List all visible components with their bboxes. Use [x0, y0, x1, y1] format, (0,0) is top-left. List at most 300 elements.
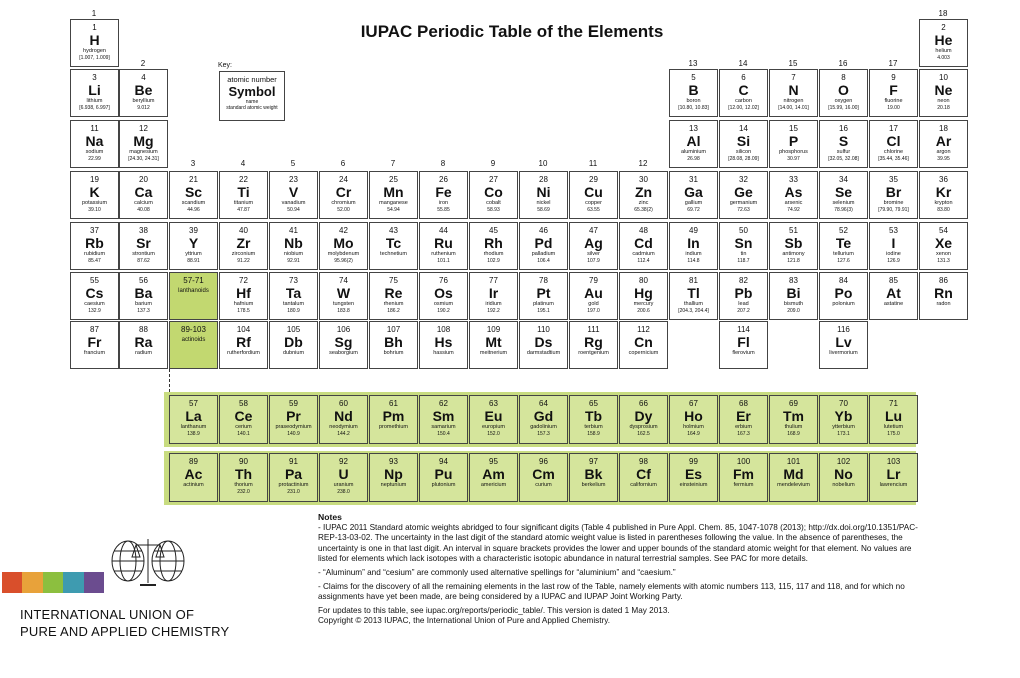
element-name: gallium: [684, 200, 703, 206]
element-name: manganese: [379, 200, 408, 206]
element-number: 12: [139, 124, 148, 133]
element-name: thallium: [684, 301, 703, 307]
element-number: 27: [489, 175, 498, 184]
element-name: magnesium: [129, 149, 158, 155]
element-symbol: Ta: [285, 285, 302, 301]
element-weight: 102.9: [487, 258, 500, 264]
element-number: 25: [389, 175, 398, 184]
element-weight: 101.1: [437, 258, 450, 264]
element-number: 44: [439, 226, 448, 235]
placeholder-number: 57-71: [183, 276, 204, 285]
element-cell-lanthanoid: [519, 395, 568, 444]
element-name: praseodymium: [275, 424, 312, 430]
logo-color-bar: [63, 572, 83, 593]
element-weight: 158.9: [587, 431, 600, 437]
element-number: 50: [739, 226, 748, 235]
element-weight: 140.1: [237, 431, 250, 437]
element-number: 22: [239, 175, 248, 184]
element-name: tellurium: [833, 251, 854, 257]
element-name: nitrogen: [783, 98, 804, 104]
element-weight: 30.97: [787, 156, 800, 162]
element-number: 20: [139, 175, 148, 184]
element-weight: 200.6: [637, 308, 650, 314]
element-number: 103: [886, 457, 901, 466]
element-weight: 4.003: [937, 55, 950, 61]
element-name: iron: [438, 200, 449, 206]
element-number: 87: [90, 325, 99, 334]
element-number: 79: [589, 276, 598, 285]
element-number: 68: [739, 399, 748, 408]
element-symbol: Tb: [584, 408, 603, 424]
element-weight: 87.62: [137, 258, 150, 264]
element-symbol: Zr: [236, 235, 251, 251]
element-cell: [469, 321, 518, 369]
element-weight: [79.90, 79.91]: [878, 207, 909, 213]
element-number: 101: [786, 457, 801, 466]
element-number: 51: [789, 226, 798, 235]
element-symbol: Pb: [734, 285, 753, 301]
element-symbol: Mt: [485, 334, 502, 350]
element-cell: [719, 171, 768, 219]
element-cell-actinoid: [819, 453, 868, 502]
element-name: rubidium: [83, 251, 106, 257]
element-cell-actinoid: [369, 453, 418, 502]
element-cell: [269, 321, 318, 369]
element-weight: 126.9: [887, 258, 900, 264]
element-weight: 39.95: [937, 156, 950, 162]
element-cell: [319, 171, 368, 219]
element-symbol: H: [89, 32, 100, 48]
element-weight: 107.9: [587, 258, 600, 264]
element-symbol: Hf: [236, 285, 251, 301]
element-cell: [569, 222, 618, 270]
element-cell: [519, 321, 568, 369]
group-number: 10: [538, 159, 548, 168]
element-symbol: Rf: [236, 334, 251, 350]
element-cell: [369, 272, 418, 320]
note-discovery-claims: - Claims for the discovery of all the remaining elements in the last row of the Table, namely elements with atomic numbers 113, 115, 117 and 118, and for which no assignments have yet been made, are being considered by a IUPAC and IUPAP Joint Working Party.: [318, 581, 905, 602]
element-name: niobium: [283, 251, 304, 257]
element-symbol: Ar: [935, 133, 952, 149]
org-line-1: INTERNATIONAL UNION OF: [20, 607, 195, 622]
lanthanoids-placeholder: [169, 272, 218, 320]
element-symbol: Bi: [786, 285, 801, 301]
element-cell: [369, 171, 418, 219]
element-cell: [70, 171, 119, 219]
element-cell-actinoid: [669, 453, 718, 502]
element-symbol: Lr: [886, 466, 901, 482]
key-box: [219, 71, 285, 121]
element-weight: 26.98: [687, 156, 700, 162]
element-name: seaborgium: [329, 350, 358, 356]
element-name: arsenic: [784, 200, 803, 206]
element-symbol: Gd: [533, 408, 554, 424]
element-symbol: Am: [482, 466, 505, 482]
element-cell: [70, 19, 119, 67]
element-name: darmstadtium: [526, 350, 561, 356]
element-name: germanium: [729, 200, 758, 206]
element-symbol: Po: [834, 285, 853, 301]
element-number: 30: [639, 175, 648, 184]
element-cell: [169, 171, 218, 219]
element-cell-lanthanoid: [469, 395, 518, 444]
element-cell-lanthanoid: [319, 395, 368, 444]
element-name: vanadium: [281, 200, 306, 206]
element-number: 6: [741, 73, 746, 82]
element-weight: 118.7: [737, 258, 750, 264]
element-symbol: Nd: [334, 408, 353, 424]
group-number: 4: [240, 159, 246, 168]
element-name: scandium: [181, 200, 206, 206]
element-name: gadolinium: [530, 424, 557, 430]
element-name: hydrogen: [83, 48, 106, 54]
element-number: 74: [339, 276, 348, 285]
element-weight: 180.9: [287, 308, 300, 314]
element-number: 69: [789, 399, 798, 408]
element-symbol: Cu: [584, 184, 603, 200]
element-symbol: Au: [584, 285, 603, 301]
element-cell: [269, 222, 318, 270]
element-symbol: Cl: [886, 133, 901, 149]
element-number: 86: [939, 276, 948, 285]
element-weight: [24.30, 24.31]: [128, 156, 159, 162]
element-weight: 50.94: [287, 207, 300, 213]
element-weight: 152.0: [487, 431, 500, 437]
element-cell-actinoid: [769, 453, 818, 502]
element-cell: [469, 272, 518, 320]
group-number: 13: [688, 59, 698, 68]
element-symbol: Pr: [286, 408, 301, 424]
group-number: 3: [190, 159, 196, 168]
element-cell: [219, 321, 268, 369]
element-cell-lanthanoid: [819, 395, 868, 444]
element-number: 41: [289, 226, 298, 235]
element-number: 70: [839, 399, 848, 408]
element-symbol: Hg: [634, 285, 653, 301]
element-symbol: Ba: [134, 285, 153, 301]
group-number: 7: [390, 159, 396, 168]
group-number: 5: [290, 159, 296, 168]
element-number: 17: [889, 124, 898, 133]
notes-section: [318, 512, 928, 627]
element-cell: [719, 321, 768, 369]
element-cell: [819, 321, 868, 369]
key-atomic-number: atomic number: [227, 75, 277, 84]
element-cell: [819, 171, 868, 219]
element-name: samarium: [431, 424, 456, 430]
element-symbol: C: [738, 82, 749, 98]
element-number: 106: [336, 325, 351, 334]
element-weight: 19.00: [887, 105, 900, 111]
element-weight: 140.9: [287, 431, 300, 437]
element-symbol: Br: [885, 184, 902, 200]
element-name: sulfur: [836, 149, 851, 155]
element-cell-actinoid: [469, 453, 518, 502]
element-cell: [70, 69, 119, 117]
element-symbol: Rg: [584, 334, 603, 350]
element-weight: [28.08, 28.09]: [728, 156, 759, 162]
placeholder-number: 89-103: [181, 325, 206, 334]
element-weight: 132.9: [88, 308, 101, 314]
element-cell-actinoid: [619, 453, 668, 502]
element-cell: [419, 272, 468, 320]
element-symbol: K: [89, 184, 100, 200]
element-symbol: Ge: [734, 184, 753, 200]
element-cell: [719, 222, 768, 270]
element-symbol: O: [838, 82, 849, 98]
element-weight: [35.44, 35.46]: [878, 156, 909, 162]
element-number: 110: [537, 325, 550, 334]
element-symbol: Lv: [835, 334, 852, 350]
element-number: 76: [439, 276, 448, 285]
element-weight: 106.4: [537, 258, 550, 264]
element-symbol: Pu: [434, 466, 453, 482]
element-name: astatine: [883, 301, 904, 307]
element-cell: [769, 69, 818, 117]
element-name: copper: [585, 200, 602, 206]
element-name: antimony: [782, 251, 805, 257]
element-cell: [469, 171, 518, 219]
element-weight: 69.72: [687, 207, 700, 213]
element-cell: [819, 222, 868, 270]
element-number: 16: [839, 124, 848, 133]
element-weight: 95.96(2): [334, 258, 353, 264]
element-weight: [6.938, 6.997]: [79, 105, 110, 111]
element-name: gold: [588, 301, 599, 307]
element-cell: [70, 120, 119, 168]
element-name: phosphorus: [779, 149, 808, 155]
element-weight: 54.94: [387, 207, 400, 213]
element-number: 64: [539, 399, 548, 408]
element-number: 14: [739, 124, 748, 133]
element-symbol: As: [784, 184, 803, 200]
element-symbol: Dy: [634, 408, 653, 424]
element-symbol: Rb: [85, 235, 104, 251]
element-number: 21: [189, 175, 198, 184]
element-name: platinum: [533, 301, 554, 307]
element-number: 107: [386, 325, 401, 334]
group-number: 15: [788, 59, 798, 68]
element-name: holmium: [683, 424, 704, 430]
element-symbol: Rn: [934, 285, 953, 301]
key-weight: standard atomic weight: [226, 105, 278, 111]
element-weight: 175.0: [887, 431, 900, 437]
element-number: 9: [891, 73, 896, 82]
element-cell: [70, 272, 119, 320]
note-copyright: Copyright © 2013 IUPAC, the International Union of Pure and Applied Chemistry.: [318, 616, 610, 626]
element-number: 13: [689, 124, 698, 133]
element-name: hafnium: [233, 301, 254, 307]
group-number: 14: [738, 59, 748, 68]
element-weight: 121.8: [787, 258, 800, 264]
element-name: chromium: [331, 200, 356, 206]
element-weight: 72.63: [737, 207, 750, 213]
element-name: lanthanum: [180, 424, 207, 430]
element-number: 52: [839, 226, 848, 235]
element-number: 60: [339, 399, 348, 408]
element-name: zirconium: [231, 251, 256, 257]
element-name: dysprosium: [629, 424, 658, 430]
element-symbol: Hs: [434, 334, 453, 350]
page-title: IUPAC Periodic Table of the Elements: [360, 22, 664, 41]
element-symbol: Ne: [934, 82, 953, 98]
element-cell-actinoid: [419, 453, 468, 502]
element-weight: 167.3: [737, 431, 750, 437]
element-name: thulium: [784, 424, 803, 430]
element-name: einsteinium: [679, 482, 708, 488]
element-symbol: Pm: [382, 408, 405, 424]
element-cell-actinoid: [219, 453, 268, 502]
element-number: 84: [839, 276, 848, 285]
element-cell-actinoid: [569, 453, 618, 502]
element-number: 57: [189, 399, 198, 408]
element-name: carbon: [735, 98, 752, 104]
element-weight: 183.8: [337, 308, 350, 314]
element-number: 65: [589, 399, 598, 408]
element-number: 116: [837, 325, 850, 334]
element-cell-lanthanoid: [719, 395, 768, 444]
element-number: 95: [489, 457, 498, 466]
element-symbol: He: [934, 32, 953, 48]
element-symbol: V: [288, 184, 299, 200]
iupac-globe-logo-icon: [108, 535, 188, 591]
element-symbol: Cr: [335, 184, 352, 200]
element-number: 18: [939, 124, 948, 133]
element-weight: 238.0: [337, 489, 350, 495]
element-symbol: Ac: [184, 466, 203, 482]
element-name: iridium: [485, 301, 502, 307]
element-name: ytterbium: [832, 424, 855, 430]
element-number: 75: [389, 276, 398, 285]
element-symbol: Eu: [484, 408, 503, 424]
element-weight: 74.92: [787, 207, 800, 213]
element-cell-lanthanoid: [769, 395, 818, 444]
element-cell-lanthanoid: [169, 395, 218, 444]
element-weight: [15.99, 16.00]: [828, 105, 859, 111]
element-number: 109: [486, 325, 501, 334]
group-number: 12: [638, 159, 648, 168]
element-cell: [269, 171, 318, 219]
element-cell: [919, 272, 968, 320]
element-cell: [719, 120, 768, 168]
element-cell-actinoid: [319, 453, 368, 502]
element-symbol: No: [834, 466, 853, 482]
element-symbol: Ce: [234, 408, 253, 424]
element-number: 5: [691, 73, 696, 82]
element-name: bohrium: [383, 350, 404, 356]
element-symbol: Bh: [384, 334, 403, 350]
element-weight: 20.18: [937, 105, 950, 111]
element-name: curium: [535, 482, 552, 488]
element-symbol: Ni: [536, 184, 551, 200]
element-name: radon: [936, 301, 951, 307]
element-name: sodium: [85, 149, 104, 155]
element-weight: 190.2: [437, 308, 450, 314]
element-number: 3: [92, 73, 97, 82]
element-cell: [869, 222, 918, 270]
element-name: molybdenum: [327, 251, 360, 257]
element-symbol: Cm: [532, 466, 555, 482]
element-symbol: Pd: [534, 235, 553, 251]
element-symbol: Yb: [834, 408, 853, 424]
element-symbol: At: [886, 285, 901, 301]
element-number: 45: [489, 226, 498, 235]
element-symbol: Na: [85, 133, 104, 149]
element-number: 53: [889, 226, 898, 235]
element-weight: 58.93: [487, 207, 500, 213]
element-cell: [669, 69, 718, 117]
element-name: xenon: [936, 251, 951, 257]
element-number: 46: [539, 226, 548, 235]
element-number: 61: [389, 399, 398, 408]
element-cell: [819, 272, 868, 320]
element-weight: 65.38(2): [634, 207, 653, 213]
element-name: potassium: [81, 200, 108, 206]
element-cell-actinoid: [719, 453, 768, 502]
element-weight: 52.00: [337, 207, 350, 213]
element-weight: [32.05, 32.08]: [828, 156, 859, 162]
element-cell: [819, 120, 868, 168]
element-symbol: Np: [384, 466, 403, 482]
element-cell: [219, 222, 268, 270]
element-symbol: Ca: [134, 184, 153, 200]
key-name: name: [245, 99, 259, 105]
element-name: fermium: [733, 482, 754, 488]
element-symbol: Th: [234, 466, 253, 482]
element-weight: 22.99: [88, 156, 101, 162]
element-number: 77: [489, 276, 498, 285]
element-symbol: U: [338, 466, 349, 482]
element-name: neodymium: [329, 424, 358, 430]
element-symbol: Ag: [584, 235, 603, 251]
element-name: uranium: [333, 482, 354, 488]
element-cell: [269, 272, 318, 320]
element-number: 92: [339, 457, 348, 466]
element-name: terbium: [584, 424, 603, 430]
element-name: berkelium: [581, 482, 606, 488]
element-cell: [919, 69, 968, 117]
element-name: silver: [587, 251, 600, 257]
element-symbol: N: [788, 82, 799, 98]
element-name: flerovium: [732, 350, 755, 356]
element-weight: 209.0: [787, 308, 800, 314]
element-cell: [869, 171, 918, 219]
element-number: 78: [539, 276, 548, 285]
element-symbol: Cd: [634, 235, 653, 251]
element-weight: 58.69: [537, 207, 550, 213]
element-cell: [119, 120, 168, 168]
element-number: 26: [439, 175, 448, 184]
element-weight: 85.47: [88, 258, 101, 264]
element-weight: 192.2: [487, 308, 500, 314]
note-atomic-weights: - IUPAC 2011 Standard atomic weights abridged to four significant digits (Table 4 published in Pure Appl. Chem. 85, 1047-1078 (2013); http://dx.doi.org/10.1351/PAC-REP-13-03-02. The uncertainty in the last digit of the standard atomic weight value is listed in parentheses following the value. In the absence of parentheses, the uncertainty is one in that last digit. An interval in square brackets provides the lower and upper bounds of the standard atomic weight for that element. No values are listed for elements which lack isotopes with a characteristic isotopic abundance in natural terrestrial samples. See PAC for more details.: [318, 522, 918, 564]
element-name: mercury: [633, 301, 654, 307]
element-number: 89: [189, 457, 198, 466]
element-symbol: Mn: [383, 184, 404, 200]
element-name: barium: [135, 301, 152, 307]
element-number: 99: [689, 457, 698, 466]
element-weight: 197.0: [587, 308, 600, 314]
element-number: 49: [689, 226, 698, 235]
element-cell: [919, 120, 968, 168]
element-cell: [769, 120, 818, 168]
element-weight: 131.3: [937, 258, 950, 264]
element-name: zinc: [638, 200, 649, 206]
element-name: cerium: [235, 424, 252, 430]
element-cell-actinoid: [869, 453, 918, 502]
element-name: indium: [685, 251, 702, 257]
element-number: 93: [389, 457, 398, 466]
